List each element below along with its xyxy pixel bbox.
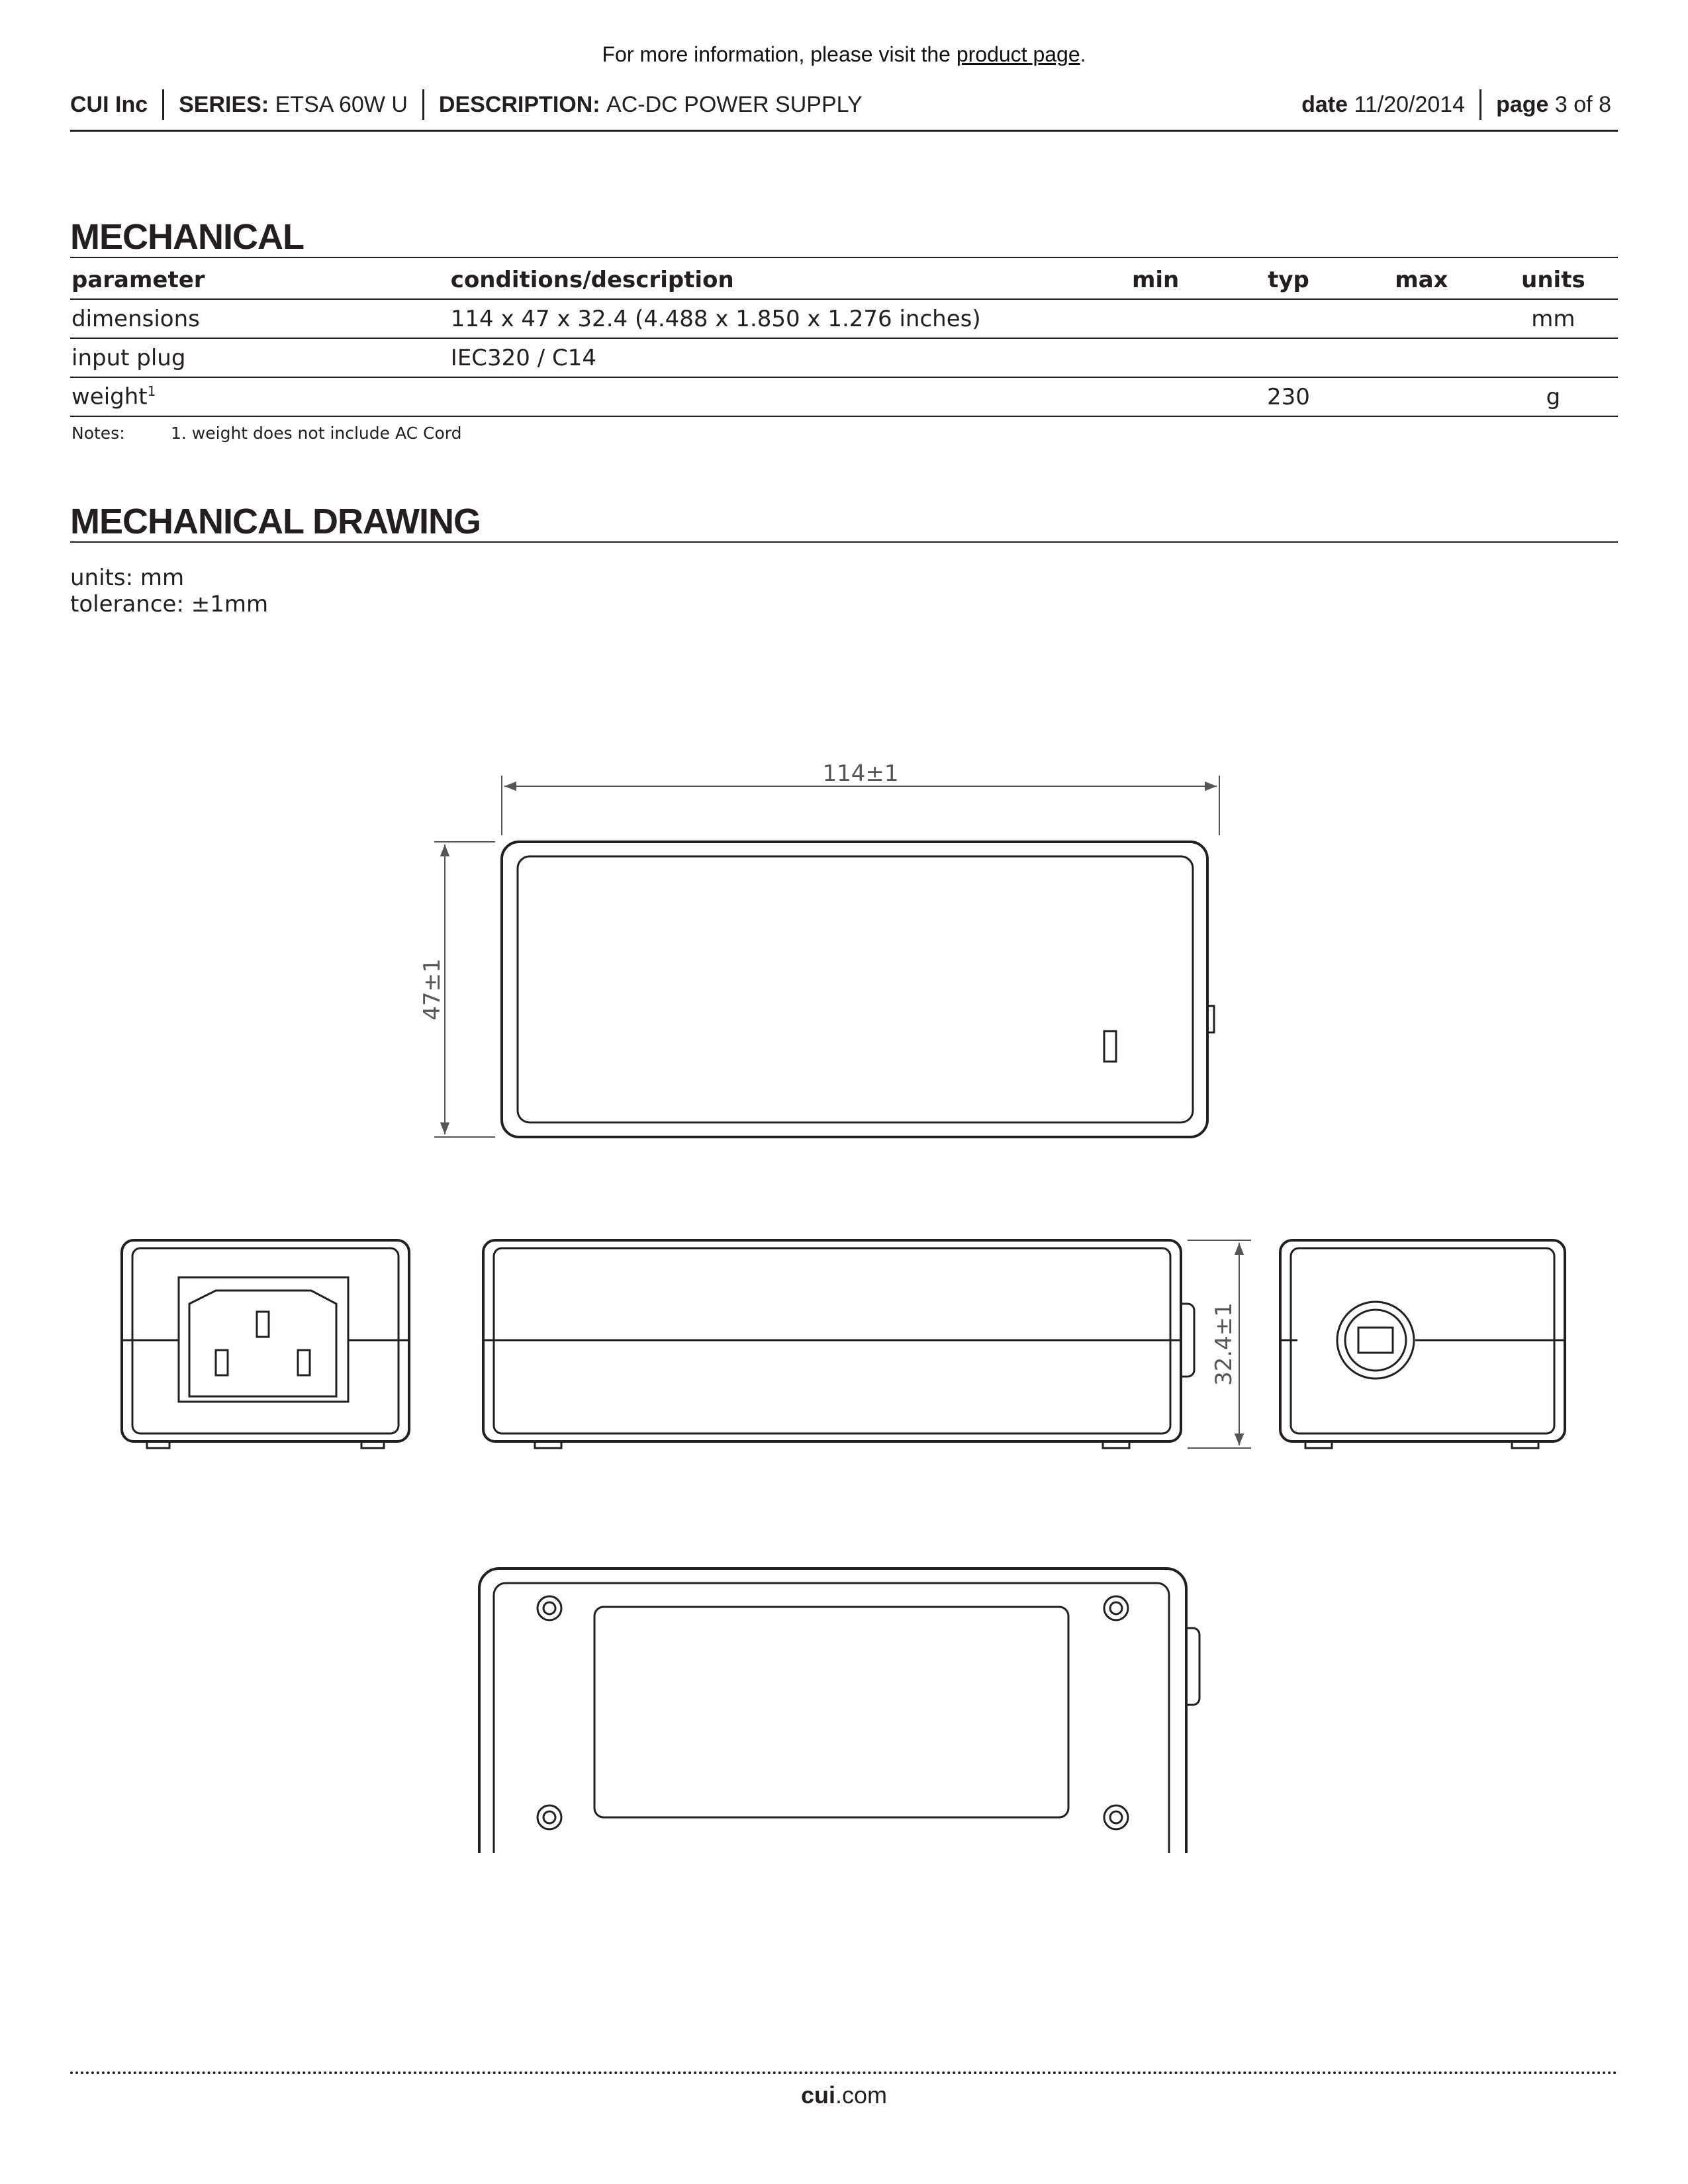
drawing-section-title: MECHANICAL DRAWING [70,502,1618,543]
column-header: min [1088,261,1221,299]
top-view [502,842,1214,1137]
description-value: AC-DC POWER SUPPLY [606,91,863,117]
bottom-view [479,1569,1199,1853]
more-info-text: For more information, please visit the [602,42,957,66]
column-header: conditions/description [449,261,1088,299]
series-label: SERIES: [179,91,269,117]
end-view-plug [122,1240,409,1448]
units-line: units: mm [70,565,185,591]
footer-domain[interactable]: .com [835,2081,888,2109]
description-label: DESCRIPTION: [438,91,600,117]
series-value: ETSA 60W U [275,91,408,117]
dim-height-label: 32.4±1 [1211,1302,1237,1386]
footer-divider [70,2071,1618,2074]
footer [0,2081,1688,2109]
cell-units: g [1487,377,1618,416]
page-value: 3 of 8 [1554,91,1611,117]
cell-typ: 230 [1221,377,1354,416]
dim-width-label: 47±1 [419,958,445,1021]
dim-length-label: 114±1 [822,760,899,787]
date-value: 11/20/2014 [1354,91,1466,117]
column-header: max [1354,261,1487,299]
parameter-text: weight [71,383,148,410]
column-header: typ [1221,261,1354,299]
cell-parameter: dimensions [70,299,449,338]
page-label: page [1496,91,1549,117]
more-info-period: . [1080,42,1086,66]
column-header: parameter [70,261,449,299]
cell-conditions: 114 x 47 x 32.4 (4.488 x 1.850 x 1.276 inches) [449,299,1088,338]
side-view [483,1240,1194,1448]
notes-label: Notes: [71,424,125,443]
column-header: units [1487,261,1618,299]
company-name: CUI Inc [70,91,148,117]
mechanical-section-title: MECHANICAL [70,217,1618,258]
tolerance-line: tolerance: ±1mm [70,591,269,617]
note-1: 1. weight does not include AC Cord [171,424,462,443]
cell-conditions: IEC320 / C14 [449,338,1088,377]
date-label: date [1301,91,1348,117]
footnote-marker: 1 [147,383,156,400]
product-page-link[interactable]: product page [956,42,1080,66]
cell-parameter: input plug [70,338,449,377]
footer-brand[interactable]: cui [800,2081,835,2109]
end-view-output [1280,1240,1565,1448]
cell-units: mm [1487,299,1618,338]
